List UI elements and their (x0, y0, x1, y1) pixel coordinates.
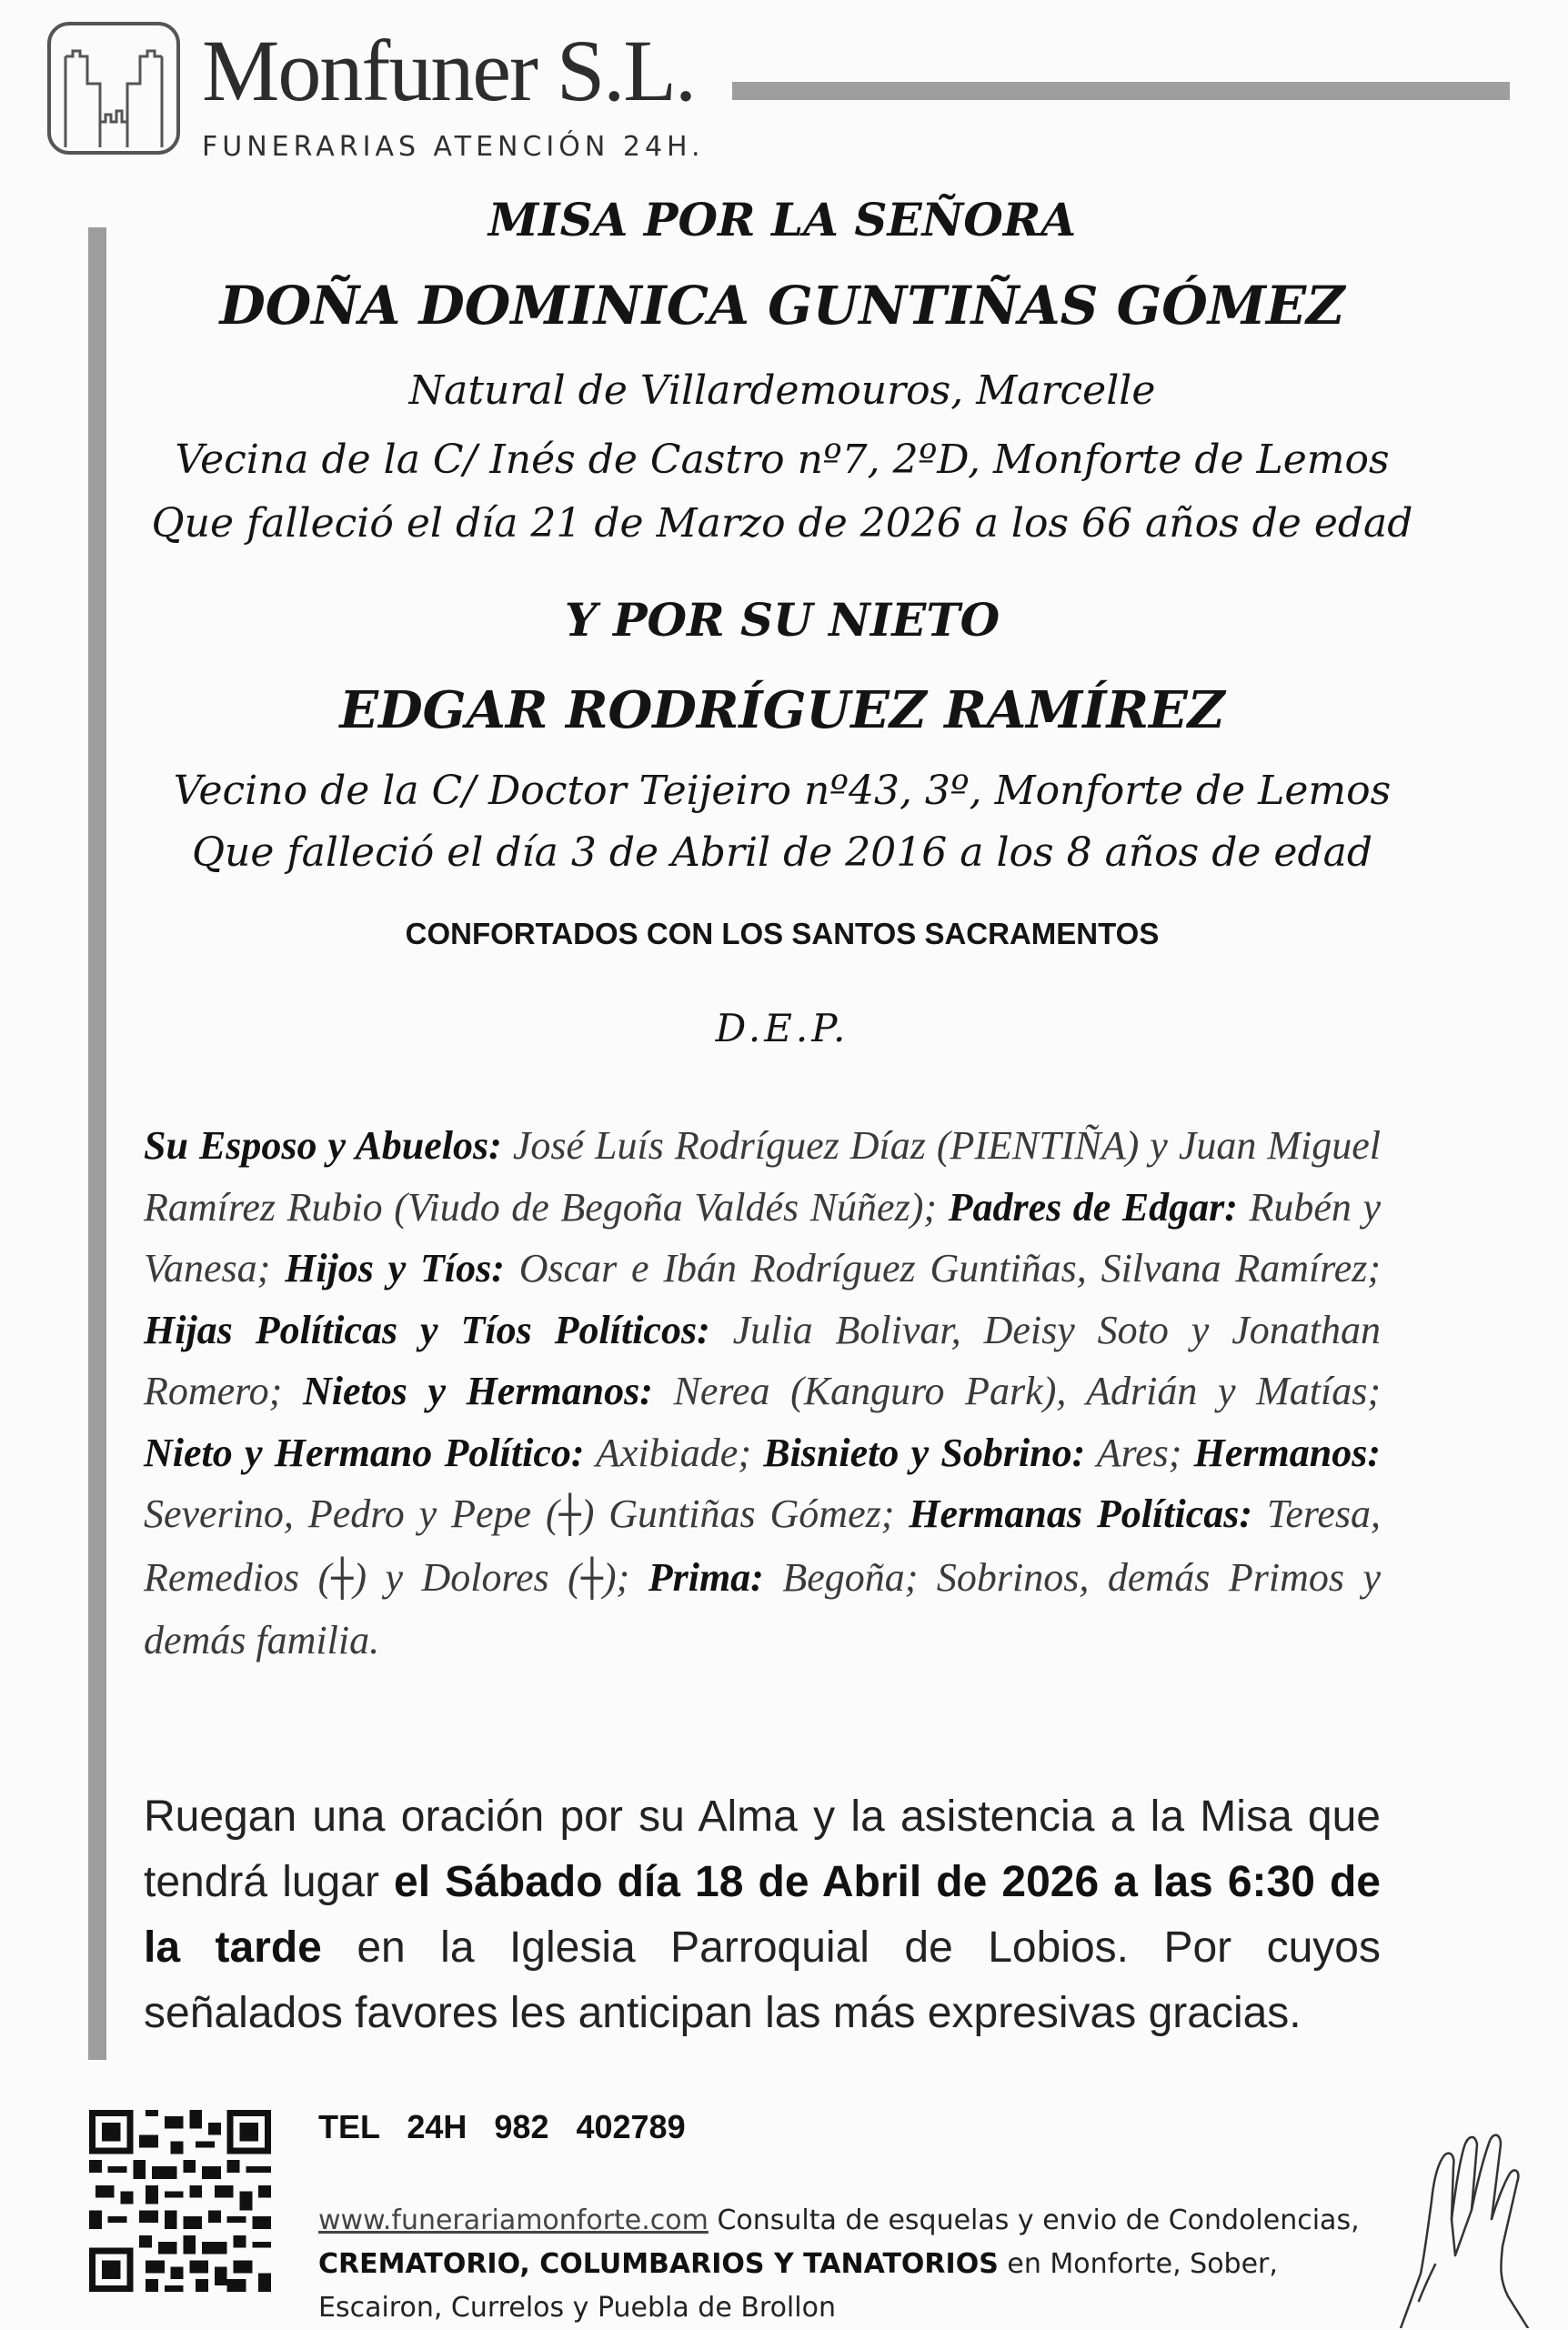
family-paragraph (144, 1115, 1381, 1672)
family-text: Teresa, Remedios ( (144, 1491, 1382, 1600)
family-label: Hermanas Políticas: (909, 1491, 1252, 1536)
family-label: Bisnieto y Sobrino: (763, 1430, 1086, 1475)
mass-text: Ruegan una oración por su Alma y la asistencia a la Misa que tendrá lugar (144, 1793, 1381, 1906)
tel-number[interactable]: 982 402789 (494, 2108, 686, 2145)
family-text: Axibiade; (595, 1430, 751, 1475)
family-label: Nietos y Hermanos: (302, 1369, 653, 1413)
family-text: Nerea (Kanguro Park), Adrián y Matías; (673, 1369, 1382, 1413)
family-text: ); (602, 1554, 630, 1600)
website-link[interactable]: www.funerariamonforte.com (318, 2204, 709, 2236)
family-text: Julia Bolivar, Deisy Soto y Jonathan Romero; (144, 1307, 1382, 1413)
family-label: Hermanos: (1193, 1430, 1381, 1475)
natural-de: Natural de Villardemouros, Marcelle (408, 367, 1156, 414)
family-label: Nieto y Hermano Político: (144, 1430, 585, 1475)
family-text: ) Guntiñas Gómez; (580, 1491, 895, 1536)
family-text: ) y Dolores ( (353, 1554, 581, 1600)
family-label: Padres de Edgar: (948, 1184, 1238, 1230)
qr-code-icon[interactable] (89, 2110, 271, 2292)
footer-text: Consulta de esquelas y envio de Condolencias, (717, 2204, 1360, 2236)
family-label: Prima: (648, 1554, 764, 1600)
header-divider-bar (732, 82, 1510, 100)
footer-info (318, 2199, 1364, 2330)
footer-services: CREMATORIO, COLUMBARIOS Y TANATORIOS (318, 2248, 999, 2280)
phone-line (318, 2108, 686, 2146)
family-text: Begoña; Sobrinos, demás Primos y demás familia. (144, 1554, 1381, 1662)
footer-text: en Monforte, Sober, Escairon, Currelos y Puebla de Brollon (318, 2248, 1278, 2324)
grandson-name: EDGAR RODRÍGUEZ RAMÍREZ (339, 680, 1225, 740)
family-label: Su Esposo y Abuelos: (144, 1123, 502, 1168)
family-text: Severino, Pedro y Pepe ( (144, 1491, 559, 1536)
family-text: Oscar e Ibán Rodríguez Guntiñas, Silvana Ramírez; (518, 1246, 1382, 1291)
family-text: José Luís Rodríguez Díaz (PIENTIÑA) y Juan Miguel Ramírez Rubio (Viudo de Begoña Valdés Núñez); (144, 1123, 1381, 1230)
family-label: Hijos y Tíos: (285, 1246, 505, 1291)
y-por-su-nieto: Y POR SU NIETO (564, 593, 1000, 647)
praying-hands-icon (1364, 2119, 1560, 2328)
death-date-1: Que falleció el día 21 de Marzo de 2026 a los 66 años de edad (151, 500, 1413, 547)
brand-tagline: FUNERARIAS ATENCIÓN 24H. (202, 131, 705, 163)
deceased-name: DOÑA DOMINICA GUNTIÑAS GÓMEZ (219, 275, 1345, 336)
cross-icon: ┼ (331, 1557, 354, 1600)
monfuner-logo-icon (45, 20, 182, 156)
left-vertical-rule (88, 227, 106, 2060)
vecino-address: Vecino de la C/ Doctor Teijeiro nº43, 3º, Monforte de Lemos (173, 768, 1392, 814)
death-date-2: Que falleció el día 3 de Abril de 2016 a los 8 años de edad (191, 829, 1373, 876)
confortados-line: CONFORTADOS CON LOS SANTOS SACRAMENTOS (405, 917, 1160, 950)
mass-text: en la Iglesia Parroquial de Lobios. Por cuyos señalados favores les anticipan las más expresivas gracias. (144, 1923, 1381, 2037)
family-text: Ares; (1096, 1430, 1182, 1475)
cross-icon: ┼ (558, 1494, 581, 1536)
family-label: Hijas Políticas y Tíos Políticos: (144, 1307, 710, 1352)
family-text: Rubén y Vanesa; (144, 1184, 1381, 1291)
mass-date: el Sábado día 18 de Abril de 2026 a las 6:30 de la tarde (144, 1858, 1382, 1972)
brand-name: Monfuner S.L. (202, 22, 695, 119)
dep-line: D.E.P. (715, 1006, 849, 1050)
mass-paragraph (144, 1784, 1381, 2046)
tel-label: TEL 24H (318, 2108, 467, 2145)
cross-icon: ┼ (580, 1557, 603, 1600)
vecina-address: Vecina de la C/ Inés de Castro nº7, 2ºD, Monforte de Lemos (175, 437, 1390, 483)
notice-title-line1: MISA POR LA SEÑORA (487, 193, 1077, 246)
